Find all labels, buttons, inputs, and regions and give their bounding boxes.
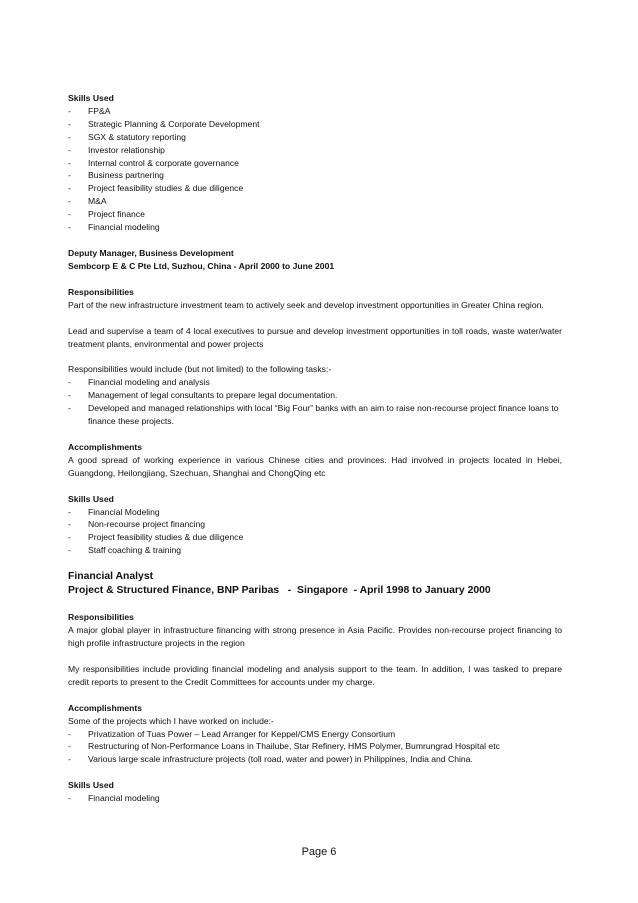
skill-item: - Non-recourse project financing [68,518,562,531]
skills-heading-3: Skills Used [68,780,114,791]
skill-item: - Staff coaching & training [68,544,562,557]
skill-item: - Strategic Planning & Corporate Development [68,118,562,131]
project-list [68,728,562,767]
responsibility-paragraph: Part of the new infrastructure investment team to actively seek and develop investment opportunities in Greater China region. [68,299,544,310]
task-item: - Financial modeling and analysis [68,376,562,389]
responsibility-paragraph: A major global player in infrastructure financing with strong presence in Asia Pacific. Provides non-recourse project financing to high profile infrastructure projects in the region [68,625,562,648]
job-title-financial-analyst: Financial Analyst [68,571,154,583]
skill-item: - Internal control & corporate governance [68,157,562,170]
skills-list-3 [68,792,562,805]
skill-item: - FP&A [68,105,562,118]
skill-item: - Project feasibility studies & due diligence [68,182,562,195]
responsibility-paragraph: Responsibilities would include (but not limited) to the following tasks:- [68,364,332,375]
project-item: - Restructuring of Non-Performance Loans in Thailube, Star Refinery, HMS Polymer, Bumrungrad Hospital etc [68,740,562,753]
page-number: Page 6 [301,846,337,858]
resume-page [68,92,562,805]
job-company-line-sembcorp: Sembcorp E & C Pte Ltd, Suzhou, China - April 2000 to June 2001 [68,260,335,271]
skill-item: - M&A [68,195,562,208]
skills-heading-1: Skills Used [68,93,114,103]
skills-list-1 [68,105,562,234]
skill-item: - SGX & statutory reporting [68,131,562,144]
task-item: - Developed and managed relationships with local “Big Four” banks with an aim to raise non-recourse project finance loans to finance these projects. [68,402,562,428]
skill-item: - Investor relationship [68,144,562,157]
skills-list-2 [68,506,562,558]
responsibility-paragraph: Lead and supervise a team of 4 local executives to pursue and develop investment opportunities in toll roads, waste water/water treatment plants, environmental and power projects [68,325,562,349]
project-item: - Privatization of Tuas Power – Lead Arranger for Keppel/CMS Energy Consortium [68,728,562,741]
project-item: - Various large scale infrastructure projects (toll road, water and power) in Philippines, India and China. [68,753,562,766]
responsibility-paragraph: My responsibilities include providing financial modeling and analysis support to the team. In addition, I was tasked to prepare credit reports to present to the Credit Committees for accounts under my charge. [68,663,562,687]
accomplishments-heading: Accomplishments [68,702,143,713]
task-item: - Management of legal consultants to prepare legal documentation. [68,389,562,402]
skill-item: - Financial modeling [68,221,562,234]
skills-heading-2: Skills Used [68,493,114,504]
skill-item: - Business partnering [68,169,562,182]
accomplishment-intro: Some of the projects which I have worked on include:- [68,715,274,726]
task-list [68,376,562,428]
skill-item: - Financial modeling [68,792,562,805]
skill-item: - Project finance [68,208,562,221]
accomplishments-heading: Accomplishments [68,441,143,452]
job-title-deputy-manager: Deputy Manager, Business Development [68,247,234,258]
responsibilities-heading: Responsibilities [68,612,134,623]
accomplishment-paragraph: A good spread of working experience in various Chinese cities and provinces. Had involved in projects located in Hebei, Guangdong, Heilongjiang, Szechuan, Shanghai and ChongQing etc [68,454,562,478]
skill-item: - Financial Modeling [68,506,562,519]
responsibilities-heading: Responsibilities [68,286,134,297]
skill-item: - Project feasibility studies & due diligence [68,531,562,544]
job-company-line-bnp: Project & Structured Finance, BNP Paribas - Singapore - April 1998 to January 2000 [68,585,491,597]
